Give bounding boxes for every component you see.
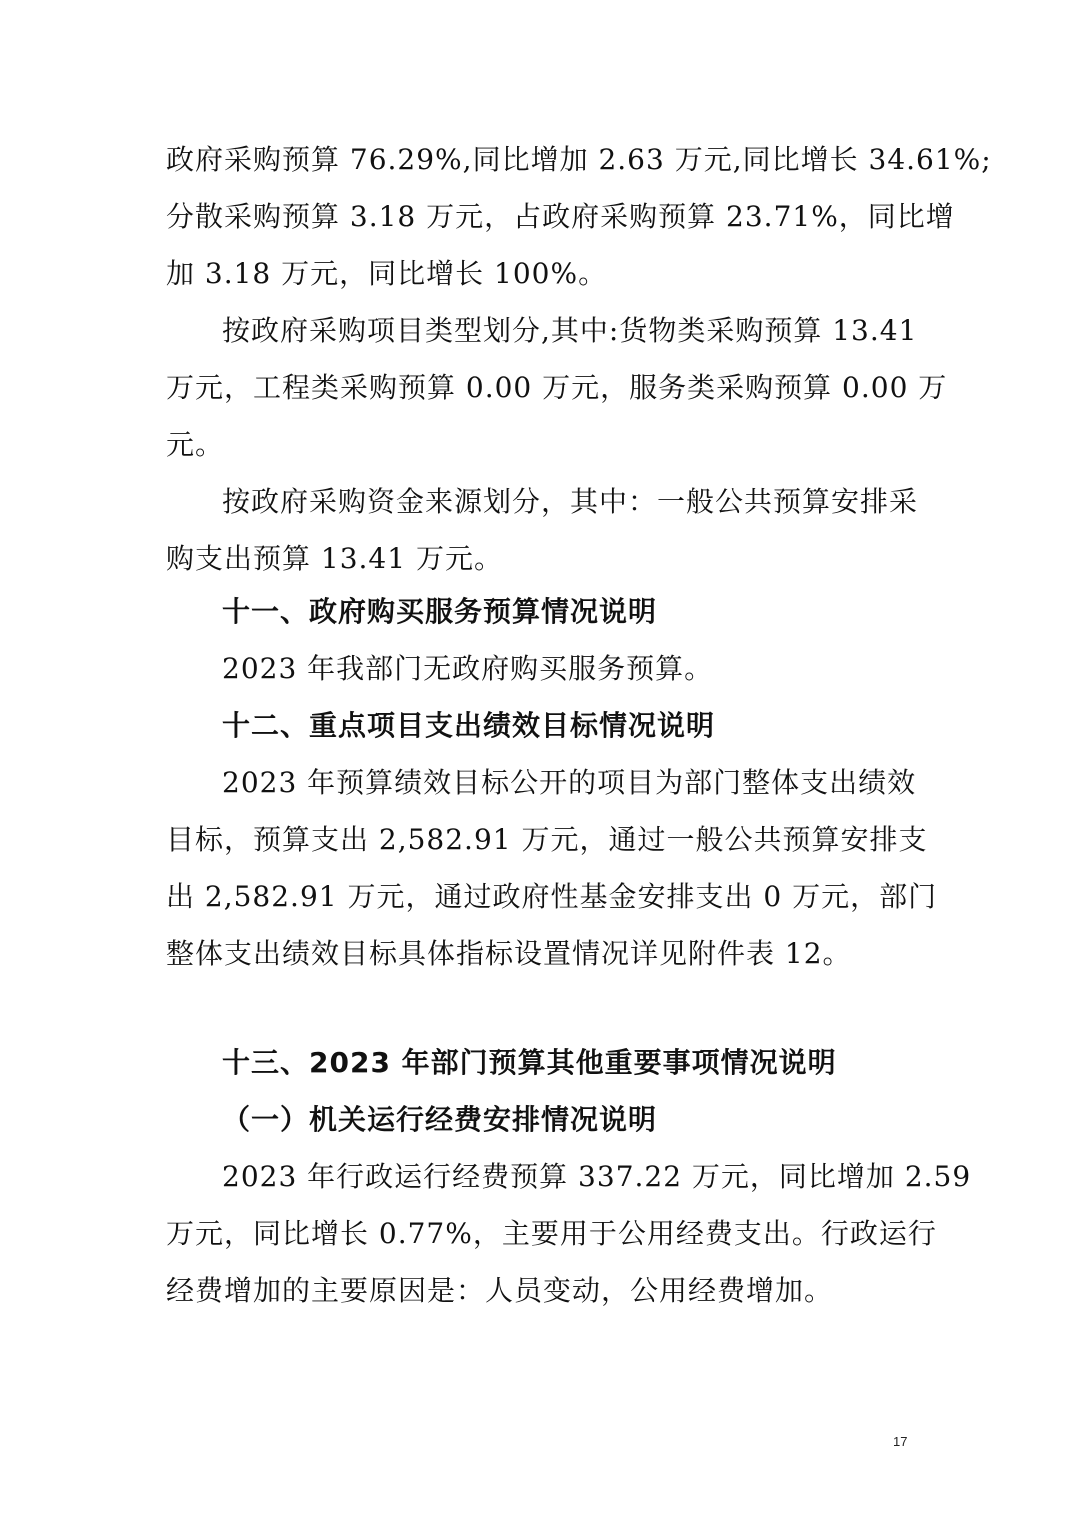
body-text-line: 元。 [166, 428, 225, 461]
subsection-heading: （一）机关运行经费安排情况说明 [222, 1103, 658, 1136]
body-text-line: 万元，工程类采购预算 0.00 万元，服务类采购预算 0.00 万 [166, 371, 948, 404]
section-heading: 十三、2023 年部门预算其他重要事项情况说明 [222, 1046, 837, 1079]
body-text-line: 经费增加的主要原因是：人员变动，公用经费增加。 [166, 1274, 834, 1307]
body-text-line: 整体支出绩效目标具体指标设置情况详见附件表 12。 [166, 937, 852, 970]
body-text-line: 加 3.18 万元，同比增长 100%。 [166, 257, 608, 290]
body-text-line: 按政府采购项目类型划分,其中:货物类采购预算 13.41 [222, 314, 918, 347]
section-heading: 十二、重点项目支出绩效目标情况说明 [222, 709, 716, 742]
body-text-line: 2023 年预算绩效目标公开的项目为部门整体支出绩效 [222, 766, 917, 799]
body-text-line: 购支出预算 13.41 万元。 [166, 542, 503, 575]
body-text-line: 政府采购预算 76.29%,同比增加 2.63 万元,同比增长 34.61%; [166, 143, 992, 176]
body-text-line: 目标，预算支出 2,582.91 万元，通过一般公共预算安排支 [166, 823, 928, 856]
page-number: 17 [893, 1434, 908, 1449]
body-text-line: 分散采购预算 3.18 万元，占政府采购预算 23.71%，同比增 [166, 200, 955, 233]
body-text-line: 2023 年行政运行经费预算 337.22 万元，同比增加 2.59 [222, 1160, 972, 1193]
section-heading: 十一、政府购买服务预算情况说明 [222, 595, 658, 628]
body-text-line: 万元，同比增长 0.77%，主要用于公用经费支出。行政运行 [166, 1217, 937, 1250]
body-text-line: 出 2,582.91 万元，通过政府性基金安排支出 0 万元，部门 [166, 880, 938, 913]
body-text-line: 按政府采购资金来源划分，其中：一般公共预算安排采 [222, 485, 919, 518]
body-text-line: 2023 年我部门无政府购买服务预算。 [222, 652, 714, 685]
